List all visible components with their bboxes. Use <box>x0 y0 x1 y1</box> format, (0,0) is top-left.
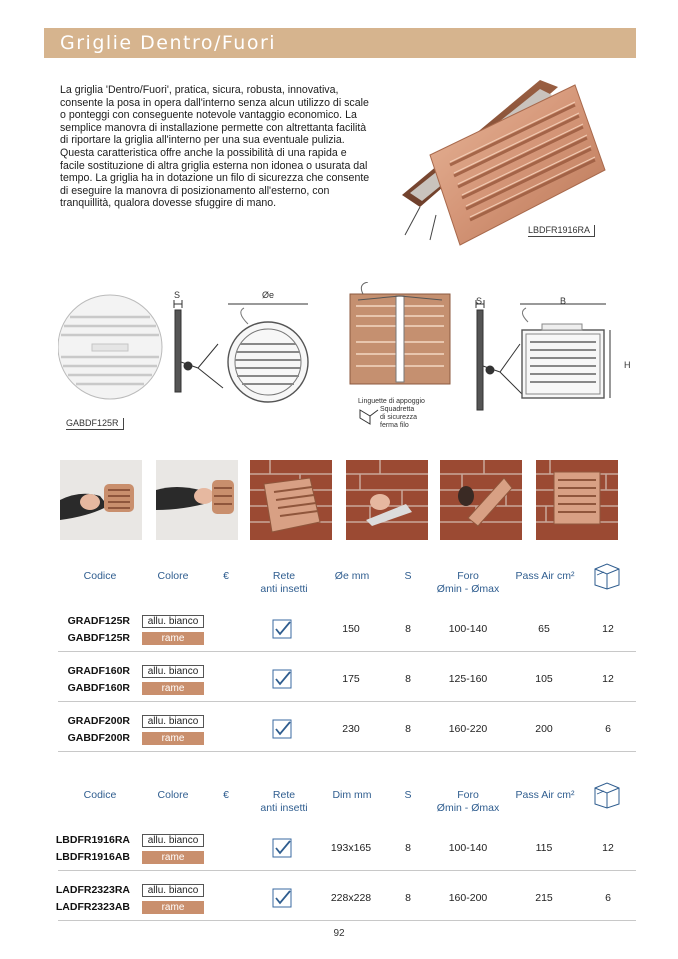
checkbox-checked-icon <box>272 888 292 908</box>
color-chip-white: allu. bianco <box>142 834 204 847</box>
product-code: GABDF125R <box>67 632 130 644</box>
t2-header-s: S <box>404 789 412 801</box>
t1-header-colore: Colore <box>157 570 189 582</box>
row-separator <box>58 651 636 652</box>
t2-header-dim: Dim mm <box>332 789 372 801</box>
t2-header-colore: Colore <box>157 789 189 801</box>
intro-text <box>60 84 372 210</box>
checkbox-checked-icon <box>272 619 292 639</box>
product-photo-rectangular-grille <box>390 75 615 250</box>
product-code: GRADF160R <box>67 665 130 677</box>
t1-header-foro <box>430 570 506 596</box>
pack-qty-value: 6 <box>605 892 611 904</box>
s-value: 8 <box>405 673 411 685</box>
rect-grille-side-view <box>476 300 524 410</box>
install-photo-6 <box>536 460 618 540</box>
dim-label-b: B <box>560 296 567 306</box>
intro-paragraph-2: Questa caratteristica offre anche la possibilità di una rapida e facile sostituzione di altra griglia esterna non idonea o usurata dal tempo. La griglia ha in dotazione un filo di sicurezza che consente di eseguire la manovra di posizionamento all'esterno, con tranquillità, qualora dovesse sfuggire di mano. <box>60 146 370 210</box>
product-code: LBDFR1916AB <box>55 851 130 863</box>
pass-air-value: 105 <box>535 673 553 685</box>
note-line-4: ferma filo <box>380 422 409 429</box>
page-number: 92 <box>333 928 345 939</box>
t1-header-diameter: Øe mm <box>334 570 370 582</box>
dimension-value: 230 <box>342 723 360 735</box>
checkbox-checked-icon <box>272 719 292 739</box>
dimension-value: 193x165 <box>330 842 372 854</box>
t1-header-foro-line1: Foro <box>457 570 479 582</box>
t2-header-codice: Codice <box>83 789 117 801</box>
install-photo-3 <box>250 460 332 540</box>
dim-label-diameter: Øe <box>262 290 275 300</box>
t2-header-rete-line1: Rete <box>272 789 296 801</box>
foro-value: 125-160 <box>448 673 488 685</box>
pass-air-value: 200 <box>535 723 553 735</box>
t2-header-foro <box>430 789 506 815</box>
dim-label-s-rect: S <box>476 296 483 306</box>
install-photo-4 <box>346 460 428 540</box>
checkbox-checked-icon <box>272 669 292 689</box>
t2-header-rete <box>254 789 314 815</box>
product-code: GABDF160R <box>67 682 130 694</box>
pack-qty-value: 6 <box>605 723 611 735</box>
dimension-value: 228x228 <box>330 892 372 904</box>
note-line-3: di sicurezza <box>380 414 417 421</box>
row-separator <box>58 920 636 921</box>
row-separator <box>58 751 636 752</box>
s-value: 8 <box>405 723 411 735</box>
product-photo-caption: LBDFR1916RA <box>528 225 595 237</box>
t2-header-foro-line2: Ømin - Ømax <box>436 802 500 814</box>
t1-header-rete <box>254 570 314 596</box>
s-value: 8 <box>405 623 411 635</box>
t1-header-s: S <box>404 570 412 582</box>
round-grille-caption: GABDF125R <box>66 418 124 430</box>
t2-header-foro-line1: Foro <box>457 789 479 801</box>
product-code: LADFR2323RA <box>55 884 130 896</box>
color-chip-copper: rame <box>142 851 204 864</box>
t2-header-rete-line2: anti insetti <box>260 802 308 814</box>
product-code: LBDFR1916RA <box>55 834 130 846</box>
t1-header-euro: € <box>223 570 229 582</box>
round-grille-back-view <box>228 304 308 402</box>
round-grille-front-view <box>58 295 162 399</box>
t1-header-codice: Codice <box>83 570 117 582</box>
dimension-value: 150 <box>342 623 360 635</box>
t2-header-euro: € <box>223 789 229 801</box>
dim-label-h: H <box>624 360 631 370</box>
s-value: 8 <box>405 892 411 904</box>
row-separator <box>58 870 636 871</box>
t1-header-foro-line2: Ømin - Ømax <box>436 583 500 595</box>
product-code: GABDF200R <box>67 732 130 744</box>
note-line-2: Squadretta <box>380 406 415 413</box>
rect-grille-back-photo <box>350 282 450 384</box>
foro-value: 100-140 <box>448 842 488 854</box>
color-chip-white: allu. bianco <box>142 715 204 728</box>
color-chip-white: allu. bianco <box>142 665 204 678</box>
t2-header-pass-air: Pass Air cm² <box>515 789 575 801</box>
pass-air-value: 115 <box>535 842 553 854</box>
drawing-note <box>358 398 425 430</box>
foro-value: 160-220 <box>448 723 488 735</box>
page-title: Griglie Dentro/Fuori <box>60 32 277 54</box>
rect-grille-back-view <box>520 304 610 398</box>
t1-header-pass-air: Pass Air cm² <box>515 570 575 582</box>
color-chip-copper: rame <box>142 732 204 745</box>
pack-qty-value: 12 <box>602 673 614 685</box>
product-code: GRADF125R <box>67 615 130 627</box>
product-code: LADFR2323AB <box>55 901 130 913</box>
box-icon <box>592 781 622 809</box>
color-chip-white: allu. bianco <box>142 615 204 628</box>
t1-header-rete-line2: anti insetti <box>260 583 308 595</box>
install-photo-1 <box>60 460 142 540</box>
color-chip-white: allu. bianco <box>142 884 204 897</box>
round-grille-side-view <box>174 300 223 392</box>
foro-value: 160-200 <box>448 892 488 904</box>
color-chip-copper: rame <box>142 682 204 695</box>
pack-qty-value: 12 <box>602 842 614 854</box>
install-photo-5 <box>440 460 522 540</box>
t1-header-rete-line1: Rete <box>272 570 296 582</box>
install-photo-2 <box>156 460 238 540</box>
box-icon <box>592 562 622 590</box>
note-line-1: Linguette di appoggio <box>358 398 425 405</box>
title-bar <box>44 28 636 58</box>
color-chip-copper: rame <box>142 901 204 914</box>
dimension-value: 175 <box>342 673 360 685</box>
checkbox-checked-icon <box>272 838 292 858</box>
intro-paragraph-1: La griglia 'Dentro/Fuori', pratica, sicura, robusta, innovativa, consente la posa in opera dall'interno senza alcun utilizzo di scale o ponteggi con conseguente notevole vantaggio economico. La semplice manovra di installazione permette con altrettanta facilità di riportare la griglia all'interno per una sua eventuale pulizia. <box>60 84 369 147</box>
s-value: 8 <box>405 842 411 854</box>
pass-air-value: 65 <box>538 623 550 635</box>
pack-qty-value: 12 <box>602 623 614 635</box>
product-code: GRADF200R <box>67 715 130 727</box>
color-chip-copper: rame <box>142 632 204 645</box>
foro-value: 100-140 <box>448 623 488 635</box>
row-separator <box>58 701 636 702</box>
pass-air-value: 215 <box>535 892 553 904</box>
dim-label-s-round: S <box>174 290 181 300</box>
